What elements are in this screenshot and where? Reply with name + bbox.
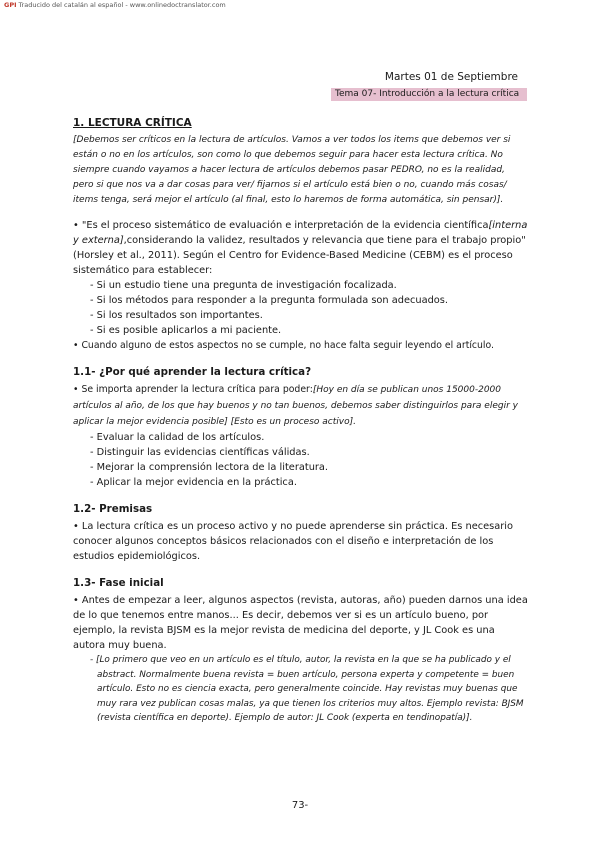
section-1-3-title: 1.3- Fase inicial: [73, 577, 164, 589]
list-item: - Si es posible aplicarlos a mi paciente.: [90, 325, 282, 336]
page-number: 73-: [291, 800, 309, 811]
header-date: Martes 01 de Septiembre: [384, 71, 518, 83]
section-1-3-note: - [Lo primero que veo en un artículo es el título, autor, la revista en la que se ha publicado y el abstract. Normalmente buena revista = buen artículo, persona experta y competente = buen artículo. Esto no es ciencia exacta, pero generalmente coincide. Hay revistas muy buenas que muy rara vez publican cosas malas, ya que tienen los criterios muy altos. Ejemplo revista: BJSM (revista científica en deporte). Ejemplo de autor: JL Cook (experta en tendinopatía)].: [90, 655, 524, 724]
header-topic: Tema 07- Introducción a la lectura crítica: [331, 88, 527, 101]
list-item: - Mejorar la comprensión lectora de la literatura.: [90, 462, 329, 473]
definition-part-a: • "Es el proceso sistemático de evaluación e interpretación de la evidencia científica: [73, 220, 489, 231]
section-1-2-text: • La lectura crítica es un proceso activo y no puede aprenderse sin práctica. Es necesario conocer algunos conceptos básicos relacionados con el diseño e interpretación de los estudios epidemiológicos.: [73, 521, 514, 562]
list-item: - Evaluar la calidad de los artículos.: [90, 432, 265, 443]
translator-watermark: [4, 1, 226, 9]
definition-part-b: ,considerando la validez, resultados y relevancia que tiene para el trabajo propio" (Horsley et al., 2011). Según el Centro for Evidence-Based Medicine (CEBM) es el proceso sistemático para establecer:: [73, 235, 526, 276]
list-item: - Si los métodos para responder a la pregunta formulada son adecuados.: [90, 295, 449, 306]
section-1-intro: [Debemos ser críticos en la lectura de artículos. Vamos a ver todos los items que debemos ver si están o no en los artículos, son como lo que debemos seguir para hacer esta lectura crítica. No siempre cuando vayamos a hacer lectura de artículos debemos pasar PEDRO, no es la realidad, pero si que nos va a dar cosas para ver/ fijarnos si el artículo está bien o no, cuando más cosas/ items tenga, será mejor el artículo (al final, esto lo haremos de forma automática, sin pensar)].: [73, 135, 511, 205]
list-item: - Distinguir las evidencias científicas válidas.: [90, 447, 310, 458]
section-1-closing: • Cuando alguno de estos aspectos no se cumple, no hace falta seguir leyendo el artículo.: [73, 340, 494, 351]
document-body: [73, 116, 528, 726]
section-1-3-text: • Antes de empezar a leer, algunos aspectos (revista, autoras, año) pueden darnos una idea de lo que tenemos entre manos... Es decir, debemos ver si es un artículo bueno, por ejemplo, la revista BJSM es la mejor revista de medicina del deporte, y JL Cook es una autora muy buena.: [73, 595, 528, 651]
list-item: - Si un estudio tiene una pregunta de investigación focalizada.: [90, 280, 397, 291]
list-item: - Aplicar la mejor evidencia en la práctica.: [90, 477, 297, 488]
watermark-text: Traducido del catalán al español - www.onlinedoctranslator.com: [18, 1, 226, 9]
section-1-definition: [73, 218, 528, 278]
section-1-1-lead: [73, 382, 528, 430]
lead-italic: [Hoy en día se publican unos 15000-2000 artículos al año, de los que hay buenos y no tan buenos, debemos saber distinguirlos para elegir y aplicar la mejor evidencia posible] [Esto es un proceso activo].: [73, 385, 518, 427]
translator-logo: GPI: [4, 1, 17, 9]
section-1-2-title: 1.2- Premisas: [73, 503, 153, 515]
lead-text: • Se importa aprender la lectura crítica para poder:: [73, 384, 313, 395]
definition-italic: [interna y externa]: [73, 220, 528, 246]
list-item: - Si los resultados son importantes.: [90, 310, 263, 321]
section-1-title: 1. LECTURA CRÍTICA: [73, 117, 192, 129]
section-1-1-title: 1.1- ¿Por qué aprender la lectura crítica?: [73, 366, 312, 378]
